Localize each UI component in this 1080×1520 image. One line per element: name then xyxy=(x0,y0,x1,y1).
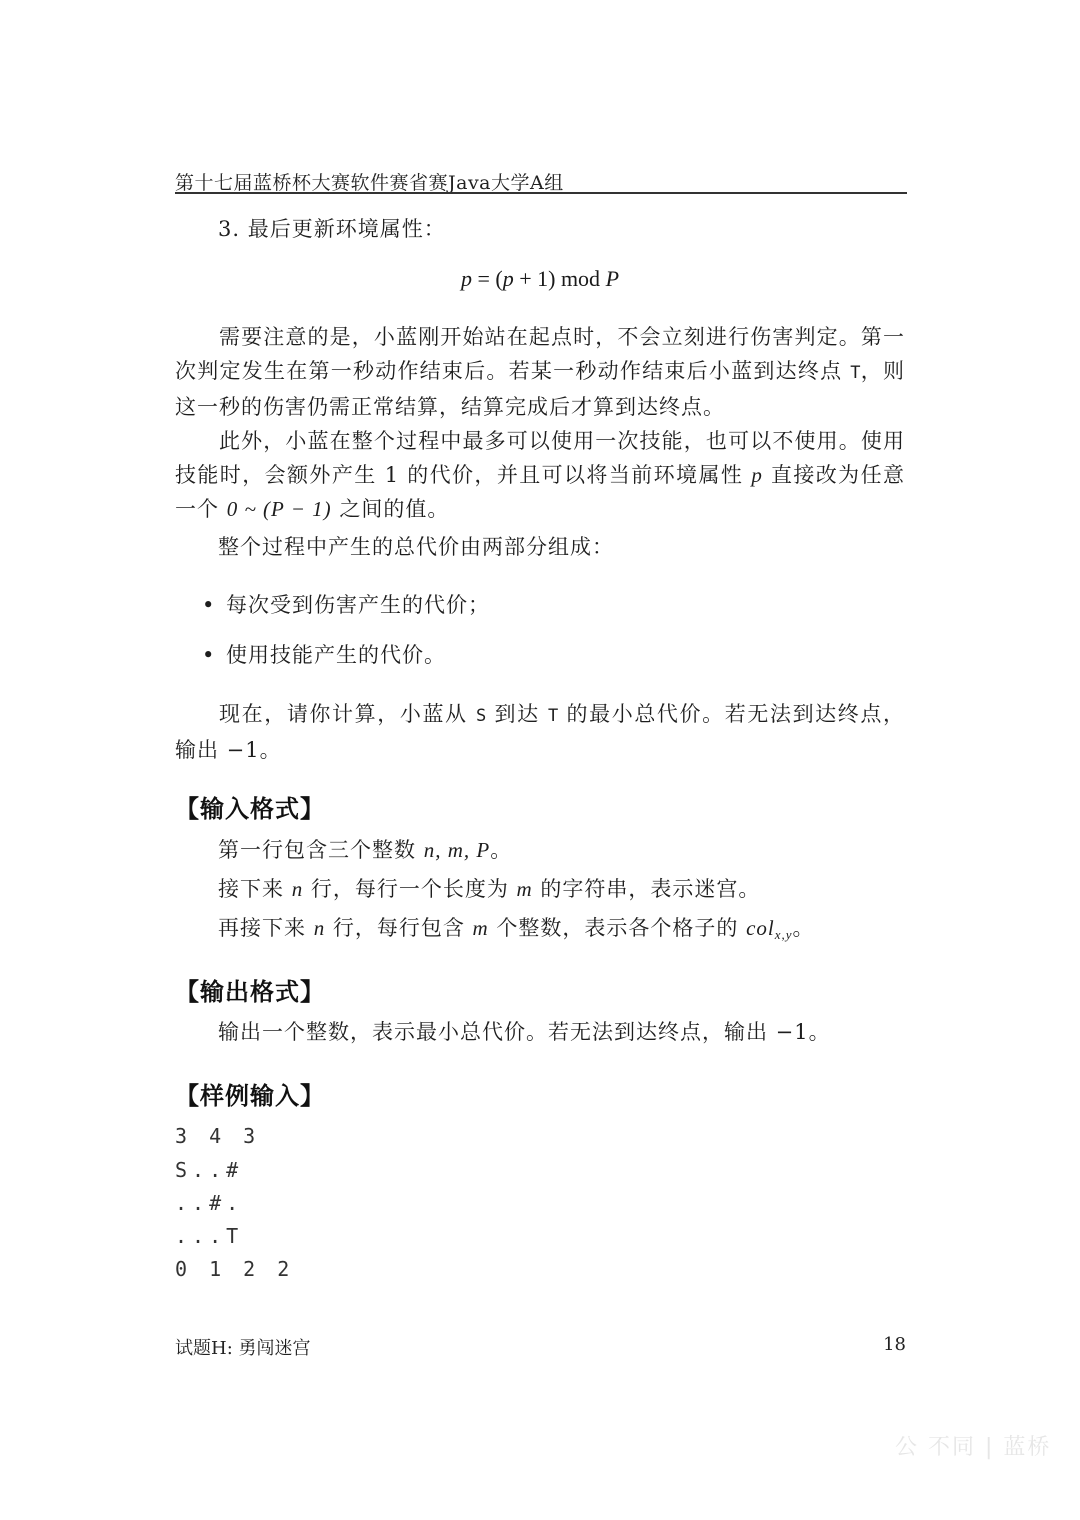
para4-text-a: 现在，请你计算，小蓝从 xyxy=(219,702,476,726)
formula-eq: = ( xyxy=(477,266,503,291)
output-format-title: 【输出格式】 xyxy=(175,978,325,1006)
formula-var: p xyxy=(502,266,514,291)
paragraph-task xyxy=(175,697,905,767)
footer-problem-title: 试题H: 勇闯迷宫 xyxy=(175,1338,311,1359)
para1-terminal: T xyxy=(850,363,861,383)
watermark-text: 公 不同 | 蓝桥 xyxy=(895,1435,1052,1460)
sample-input-line: ...T xyxy=(175,1224,244,1248)
bullet-damage-cost xyxy=(202,589,490,619)
para4-terminal: T xyxy=(547,706,559,726)
para4-text-c: 的最小总代价。若无法到达终点，输出 −1。 xyxy=(175,702,905,762)
input-line-2 xyxy=(218,872,905,906)
formula-mod: mod xyxy=(560,266,606,291)
paragraph-skill xyxy=(175,424,905,526)
para2-var-p: p xyxy=(751,463,763,487)
sample-input-title: 【样例输入】 xyxy=(175,1082,325,1110)
formula-lhs: p xyxy=(460,266,472,291)
input-line2-m: m xyxy=(516,877,533,901)
input-line3-sub: x,y xyxy=(774,927,793,942)
input-line3-c: 个整数，表示各个格子的 xyxy=(488,916,747,940)
page-header: 第十七届蓝桥杯大赛软件赛省赛Java大学A组 xyxy=(175,172,564,194)
para1-text-a: 需要注意的是，小蓝刚开始站在起点时，不会立刻进行伤害判定。第一次判定发生在第一秒动作结束后。若某一秒动作结束后小蓝到达终点 xyxy=(175,325,905,383)
input-line2-a: 接下来 xyxy=(218,877,292,901)
para2-text-a: 此外，小蓝在整个过程中最多可以使用一次技能，也可以不使用。使用技能时，会额外产生 xyxy=(175,429,905,487)
input-line3-m: m xyxy=(472,916,489,940)
bullet-dot: • xyxy=(202,643,216,667)
input-line1-vars: n, m, P xyxy=(423,838,491,862)
input-format-title: 【输入格式】 xyxy=(175,795,325,823)
para1-text-b: ，则这一秒的伤害仍需正常结算，结算完成后才算到达终点。 xyxy=(175,359,905,419)
formula-plus: + 1) xyxy=(513,266,561,291)
update-formula xyxy=(175,266,905,292)
para4-start: S xyxy=(475,706,487,726)
paragraph-damage-timing xyxy=(175,320,905,424)
input-line1-a: 第一行包含三个整数 xyxy=(218,838,424,862)
input-line2-n: n xyxy=(291,877,304,901)
para2-text-c: 直接改为任意一个 xyxy=(175,463,905,521)
para2-text-d: 之间的值。 xyxy=(331,497,450,521)
para4-text-b: 到达 xyxy=(486,702,548,726)
header-rule xyxy=(175,192,907,194)
step-3-text: 3. 最后更新环境属性： xyxy=(218,217,446,241)
output-format-text: 输出一个整数，表示最小总代价。若无法到达终点，输出 −1。 xyxy=(218,1020,831,1044)
input-line3-col: col xyxy=(746,916,775,940)
formula-P: P xyxy=(605,266,620,291)
para2-range: 0 ~ (P − 1) xyxy=(226,497,332,521)
page-number: 18 xyxy=(883,1334,906,1355)
para2-cost: 1 xyxy=(384,463,400,487)
paragraph-total-cost: 整个过程中产生的总代价由两部分组成： xyxy=(218,535,614,559)
bullet-skill-cost xyxy=(202,639,446,669)
sample-input-line: 0 1 2 2 xyxy=(175,1257,295,1281)
input-line1-b: 。 xyxy=(490,838,513,862)
input-line2-c: 的字符串，表示迷宫。 xyxy=(532,877,761,901)
input-line3-n: n xyxy=(313,916,326,940)
bullet-text: 使用技能产生的代价。 xyxy=(226,643,446,667)
input-line-1 xyxy=(218,833,905,867)
sample-input-line: S..# xyxy=(175,1158,244,1182)
input-line3-b: 行，每行包含 xyxy=(325,916,473,940)
input-line-3 xyxy=(218,911,905,952)
input-line3-a: 再接下来 xyxy=(218,916,314,940)
sample-input-line: 3 4 3 xyxy=(175,1124,261,1148)
sample-input-line: ..#. xyxy=(175,1191,244,1215)
para2-text-b: 的代价，并且可以将当前环境属性 xyxy=(399,463,752,487)
input-line2-b: 行，每行一个长度为 xyxy=(303,877,517,901)
bullet-dot: • xyxy=(202,593,216,617)
bullet-text: 每次受到伤害产生的代价； xyxy=(226,593,490,617)
input-line3-d: 。 xyxy=(792,916,815,940)
